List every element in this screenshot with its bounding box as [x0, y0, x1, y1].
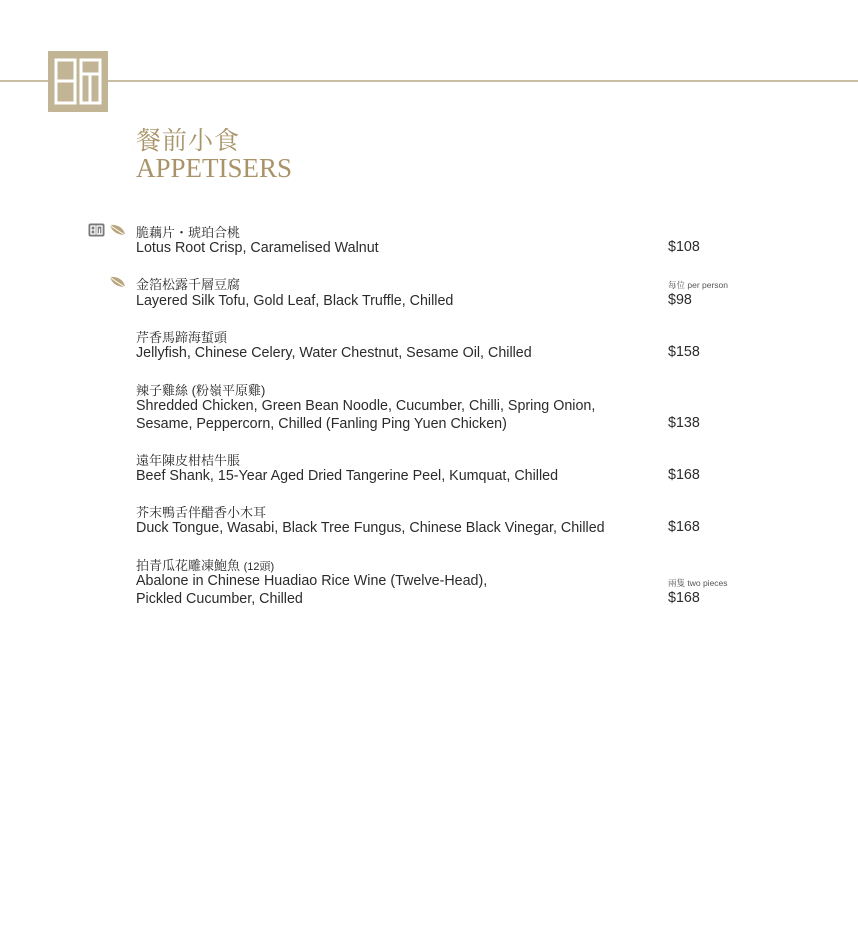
signature-tag-icon [88, 223, 105, 237]
price-note: 每位 per person [668, 280, 728, 290]
section-title-english: APPETISERS [136, 153, 293, 183]
item-name-english: Lotus Root Crisp, Caramelised Walnut [136, 240, 379, 256]
item-price: $138 [668, 415, 700, 431]
item-name-chinese-main: 拍青瓜花雕凍鮑魚 [136, 558, 241, 573]
item-price: $168 [668, 467, 700, 483]
item-name-english: Layered Silk Tofu, Gold Leaf, Black Truffle, Chilled [136, 293, 454, 309]
item-size-note: (12頭) [243, 561, 275, 573]
item-price: $158 [668, 344, 700, 360]
item-price: $108 [668, 239, 700, 255]
item-name-english-line-2: Sesame, Peppercorn, Chilled (Fanling Ping Yuen Chicken) [136, 416, 507, 432]
item-name-chinese: 金箔松露千層豆腐 [136, 277, 241, 292]
restaurant-logo-icon [48, 51, 108, 112]
item-name-english-line-1: Shredded Chicken, Green Bean Noodle, Cucumber, Chilli, Spring Onion, [136, 398, 596, 414]
item-name-chinese: 辣子雞絲 (粉嶺平原雞) [136, 383, 266, 398]
section-title-chinese: 餐前小食 [136, 126, 241, 155]
leaf-icon [109, 275, 127, 289]
item-name-english-line-2: Pickled Cucumber, Chilled [136, 591, 303, 607]
item-name-english: Beef Shank, 15-Year Aged Dried Tangerine Peel, Kumquat, Chilled [136, 468, 559, 484]
item-name-chinese: 脆藕片・琥珀合桃 [136, 225, 241, 240]
item-price: $168 [668, 519, 700, 535]
item-name-english-line-1: Abalone in Chinese Huadiao Rice Wine (Twelve-Head), [136, 573, 488, 589]
item-name-english: Jellyfish, Chinese Celery, Water Chestnut, Sesame Oil, Chilled [136, 345, 532, 361]
item-name-chinese: 芹香馬蹄海蜇頭 [136, 330, 228, 345]
item-name-english: Duck Tongue, Wasabi, Black Tree Fungus, Chinese Black Vinegar, Chilled [136, 520, 605, 536]
item-price: $98 [668, 292, 692, 308]
item-name-chinese: 遠年陳皮柑桔牛脹 [136, 453, 241, 468]
item-name-chinese: 芥末鴨舌伴醋香小木耳 [136, 505, 267, 520]
price-note: 兩隻 two pieces [668, 578, 728, 588]
header-rule [0, 80, 858, 82]
item-price: $168 [668, 590, 700, 606]
leaf-icon [109, 223, 127, 237]
